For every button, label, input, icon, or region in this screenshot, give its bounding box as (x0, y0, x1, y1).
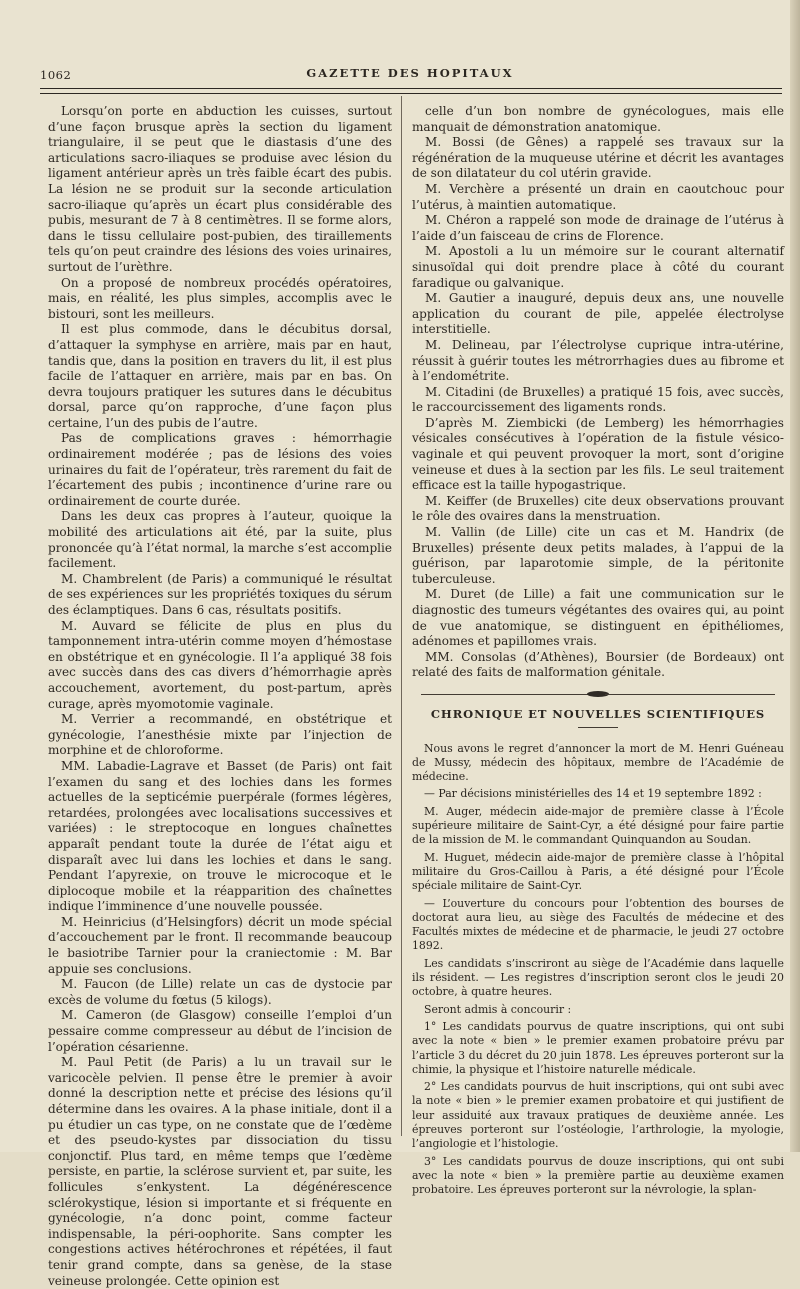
ornament-line (605, 694, 775, 695)
paragraph: M. Bossi (de Gênes) a rappelé ses travaux sur la régénération de la muqueuse utérine et décrit les avantages de son dilatateur du col utérin gravide. (412, 135, 784, 181)
paragraph: M. Keiffer (de Bruxelles) cite deux observations prouvant le rôle des ovaires dans la menstruation. (412, 493, 784, 524)
news-paragraph: — L’ouverture du concours pour l’obtention des bourses de doctorat aura lieu, au siège des Facultés de médecine et des Facultés mixtes de médecine et de pharmacie, le jeudi 27 octobre 1892. (412, 896, 784, 953)
news-paragraph: — Par décisions ministérielles des 14 et 19 septembre 1892 : (424, 787, 762, 801)
paragraph: Il est plus commode, dans le décubitus dorsal, d’attaquer la symphyse en arrière, mais par en haut, tandis que, dans la position en travers du lit, il est plus facile de l’attaquer en arrière, mais par en bas. On devra toujours pratiquer les sutures dans le décubitus dorsal, parce qu’on rapproche, d’une façon plus certaine, l’un des pubis de l’autre. (48, 322, 392, 430)
news-paragraph: 3° Les candidats pourvus de douze inscriptions, qui ont subi avec la note « bien » la première partie au deuxième examen probatoire. Les épreuves porteront sur la névrologie, la splan- (412, 1154, 784, 1197)
news-section (412, 742, 784, 1198)
paragraph: celle d’un bon nombre de gynécologues, mais elle manquait de démonstration anatomique. (412, 104, 784, 134)
paragraph: M. Paul Petit (de Paris) a lu un travail sur le varicocèle pelvien. Il pense être le premier à avoir donné la description nette et précise des lésions qu’il détermine dans les ovaires. A la phase initiale, dont il a pu étudier un cas type, on ne constate que de l’œdème et des pseudo-kystes par dissociation du tissu conjonctif. Plus tard, en même temps que l’œdème persiste, en partie, la sclérose survient et, par suite, les follicules s’enkystent. La dégénérescence sclérokystique, lésion si importante et si fréquente en gynécologie, n’a donc point, comme facteur indispensable, la péri-oophorite. Sans compter les congestions actives hétérochrones et répétées, il faut tenir grand compte, dans sa genèse, de la stase veineuse prolongée. Cette opinion est (48, 1055, 392, 1288)
section-ornament (412, 687, 784, 701)
news-paragraph: 1° Les candidats pourvus de quatre inscriptions, qui ont subi avec la note « bien » le premier examen probatoire prévu par l’article 3 du décret du 20 juin 1878. Les épreuves porteront sur la chimie, la physique et l’histoire naturelle médicale. (412, 1019, 784, 1076)
paragraph: M. Heinricius (d’Helsingfors) décrit un mode spécial d’accouchement par le front. Il recommande beaucoup le basiotribe Tarnier pour la craniectomie : M. Bar appuie ses conclusions. (48, 914, 392, 976)
news-paragraph: M. Huguet, médecin aide-major de première classe à l’hôpital militaire du Gros-Caillou à Paris, a été désigné pour l’École spéciale militaire de Saint-Cyr. (412, 850, 784, 893)
column-divider (401, 96, 402, 1136)
news-paragraph: 2° Les candidats pourvus de huit inscriptions, qui ont subi avec la note « bien » le premier examen probatoire et qui justifient de leur assiduité aux travaux pratiques de deuxième année. Les épreuves porteront sur l’ostéologie, l’arthrologie, la myologie, l’angiologie et l’histologie. (412, 1080, 784, 1151)
news-paragraph: M. Auger, médecin aide-major de première classe à l’École supérieure militaire de Saint-Cyr, a été désigné pour faire partie de la mission de M. le commandant Quinquandon au Soudan. (412, 804, 784, 847)
news-paragraph: Les candidats s’inscriront au siège de l’Académie dans laquelle ils résident. — Les registres d’inscription seront clos le jeudi 20 octobre, à quatre heures. (412, 956, 784, 999)
ornament-line (421, 694, 591, 695)
paragraph: D’après M. Ziembicki (de Lemberg) les hémorrhagies vésicales consécutives à l’opération de la fistule vésico-vaginale et qui peuvent provoquer la mort, sont d’origine veineuse et dues à la section par les fils. Le seul traitement efficace est la taille hypogastrique. (412, 415, 784, 493)
paragraph: M. Duret (de Lille) a fait une communication sur le diagnostic des tumeurs végétantes des ovaires qui, au point de vue anatomique, se distinguent en épithéliomes, adénomes et papillomes vrais. (412, 587, 784, 649)
header-double-rule (40, 88, 782, 94)
right-column (412, 104, 784, 1200)
paragraph: On a proposé de nombreux procédés opératoires, mais, en réalité, les plus simples, accomplis avec le bistouri, sont les meilleurs. (48, 275, 392, 321)
paragraph: M. Gautier a inauguré, depuis deux ans, une nouvelle application du courant de pile, appelée électrolyse interstitielle. (412, 291, 784, 337)
paragraph: M. Auvard se félicite de plus en plus du tamponnement intra-utérin comme moyen d’hémostase en obstétrique et en gynécologie. Il l’a appliqué 38 fois avec succès dans des cas divers d’hémorrhagie après accouchement, avortement, du post-partum, après curage, après myomotomie vaginale. (48, 618, 392, 711)
page-header (40, 66, 780, 82)
journal-title: GAZETTE DES HOPITAUX (306, 66, 514, 80)
paragraph: M. Verchère a présenté un drain en caoutchouc pour l’utérus, à maintien automatique. (412, 181, 784, 212)
section-title-rule (578, 727, 618, 728)
paragraph: MM. Labadie-Lagrave et Basset (de Paris) ont fait l’examen du sang et des lochies dans les formes actuelles de la septicémie puerpérale (formes légères, retardées, prolongées avec localisations successives et variées) : le streptocoque en longues chaînettes apparaît pendant toute la durée de l’état aigu et disparaît avec lui dans les lochies et dans le sang. Pendant l’apyrexie, on trouve le microcoque et le diplocoque mobile et la réapparition des chaînettes indique l’imminence d’une nouvelle poussée. (48, 758, 392, 914)
left-column (48, 104, 392, 1289)
section-title: CHRONIQUE ET NOUVELLES SCIENTIFIQUES (430, 706, 766, 721)
paragraph: M. Faucon (de Lille) relate un cas de dystocie par excès de volume du fœtus (5 kilogs). (48, 977, 392, 1007)
paragraph: Lorsqu’on porte en abduction les cuisses, surtout d’une façon brusque après la section du ligament triangulaire, il se peut que le diastasis d’une des articulations sacro-iliaques se produise avec lésion du ligament antérieur après un très faible écart des pubis. La lésion ne se produit sur la seconde articulation sacro-iliaque qu’après un écart plus considérable des pubis, mesurant de 7 à 8 centimètres. Il se forme alors, dans le tissu cellulaire post-pubien, des tiraillements tels qu’on peut craindre des lésions des voies urinaires, surtout de l’urèthre. (48, 104, 392, 274)
paragraph: M. Cameron (de Glasgow) conseille l’emploi d’un pessaire comme compresseur au début de l’incision de l’opération césarienne. (48, 1008, 392, 1054)
news-paragraph: Nous avons le regret d’annoncer la mort de M. Henri Guéneau de Mussy, médecin des hôpitaux, membre de l’Académie de médecine. (412, 741, 784, 784)
news-paragraph: Seront admis à concourir : (424, 1002, 572, 1016)
paragraph: M. Chambrelent (de Paris) a communiqué le résultat de ses expériences sur les propriétés toxiques du sérum des éclamptiques. Dans 6 cas, résultats positifs. (48, 571, 392, 617)
paragraph: Pas de complications graves : hémorrhagie ordinairement modérée ; pas de lésions des voies urinaires du fait de l’opérateur, très rarement du fait de l’écartement des pubis ; incontinence d’urine rare ou ordinairement de courte durée. (48, 431, 392, 508)
page-number: 1062 (40, 68, 72, 82)
paragraph: M. Verrier a recommandé, en obstétrique et gynécologie, l’anesthésie mixte par l’injection de morphine et de chloroforme. (48, 712, 392, 758)
paragraph: MM. Consolas (d’Athènes), Boursier (de Bordeaux) ont relaté des faits de malformation génitale. (412, 649, 784, 680)
paragraph: M. Citadini (de Bruxelles) a pratiqué 15 fois, avec succès, le raccourcissement des ligaments ronds. (412, 384, 784, 415)
paragraph: M. Delineau, par l’électrolyse cuprique intra-utérine, réussit à guérir toutes les métrorrhagies dues au fibrome et à l’endométrite. (412, 337, 784, 384)
page-edge-shadow (790, 0, 800, 1152)
paragraph: Dans les deux cas propres à l’auteur, quoique la mobilité des articulations ait été, par la suite, plus prononcée qu’à l’état normal, la marche s’est accomplie facilement. (48, 509, 392, 571)
paragraph: M. Vallin (de Lille) cite un cas et M. Handrix (de Bruxelles) présente deux petits malades, à l’appui de la guérison, par laparotomie simple, de la péritonite tuberculeuse. (412, 525, 784, 586)
paragraph: M. Apostoli a lu un mémoire sur le courant alternatif sinusoïdal qui doit prendre place à côté du courant faradique ou galvanique. (412, 244, 784, 290)
paragraph: M. Chéron a rappelé son mode de drainage de l’utérus à l’aide d’un faisceau de crins de Florence. (412, 213, 784, 243)
